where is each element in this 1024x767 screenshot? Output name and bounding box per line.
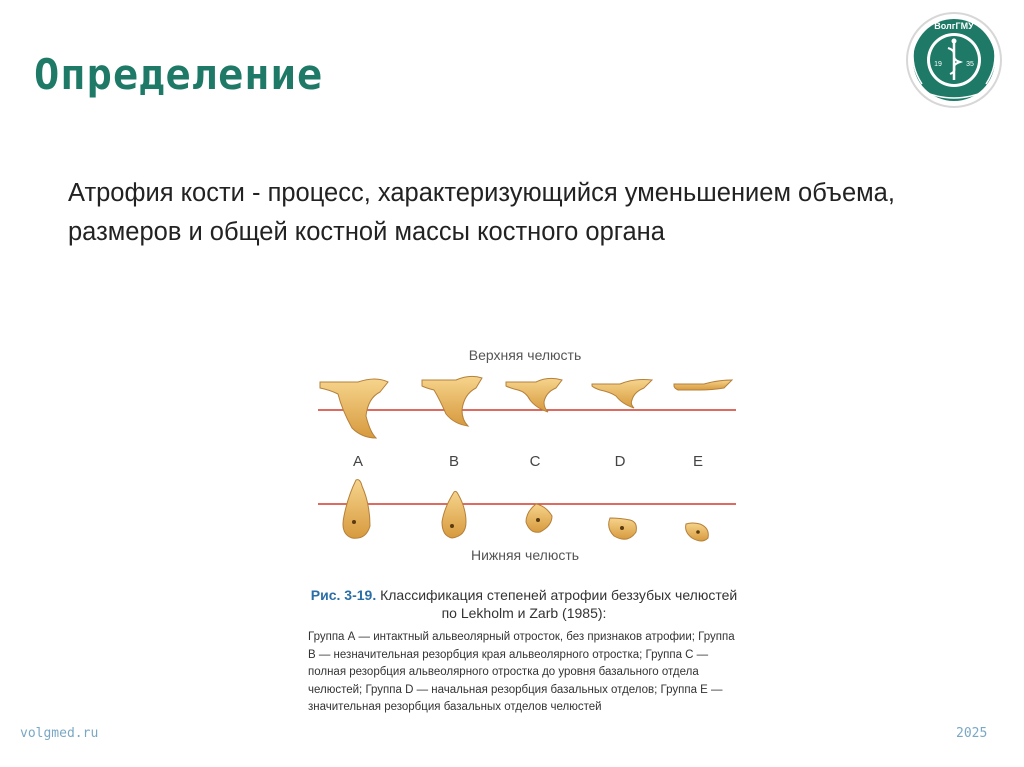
lower-jaw-label: Нижняя челюсть bbox=[470, 547, 580, 563]
lower-shape-a bbox=[343, 480, 370, 539]
definition-text: Атрофия кости - процесс, характеризующийся уменьшением объема, размеров и общей костной массы костного органа bbox=[68, 179, 895, 246]
caption-title: Классификация степеней атрофии беззубых челюстей по Lekholm и Zarb (1985): bbox=[380, 587, 738, 621]
lower-jaw-shapes bbox=[343, 480, 708, 541]
atrophy-figure bbox=[300, 340, 750, 730]
caption-heading bbox=[308, 586, 740, 622]
caption-body: Группа А — интактный альвеолярный отросток, без признаков атрофии; Группа В — незначительная резорбция края альвеолярного отростка; Группа С — полная резорбция альвеолярного отростка до уровня базального отдела челюстей; Группа D — начальная резорбция базальных отделов; Группа Е — значительная резорбция базальных отделов челюстей bbox=[308, 631, 735, 714]
slide-title: Определение bbox=[34, 50, 324, 99]
figure-caption bbox=[308, 586, 740, 717]
lower-shape-b bbox=[442, 491, 466, 538]
group-label-a: A bbox=[352, 453, 364, 470]
group-label-d: D bbox=[614, 453, 626, 470]
footer-site: volgmed.ru bbox=[20, 726, 99, 741]
group-label-e: E bbox=[692, 453, 704, 470]
group-label-c: C bbox=[529, 453, 541, 470]
upper-shape-c bbox=[506, 378, 562, 412]
upper-shape-d bbox=[592, 380, 652, 409]
upper-jaw-shapes bbox=[320, 376, 732, 438]
upper-shape-e bbox=[674, 380, 732, 390]
logo-year-left: 19 bbox=[934, 61, 942, 68]
logo-year-right: 35 bbox=[966, 61, 974, 68]
university-logo bbox=[900, 10, 1008, 110]
upper-shape-b bbox=[422, 376, 482, 426]
upper-shape-a bbox=[320, 379, 388, 438]
footer-year: 2025 bbox=[956, 726, 988, 741]
upper-jaw-label: Верхняя челюсть bbox=[468, 347, 582, 363]
group-label-b: B bbox=[448, 453, 460, 470]
lower-shape-c bbox=[526, 504, 552, 532]
caption-number: Рис. 3-19. bbox=[310, 587, 377, 603]
logo-text: ВолгГМУ bbox=[934, 21, 974, 31]
